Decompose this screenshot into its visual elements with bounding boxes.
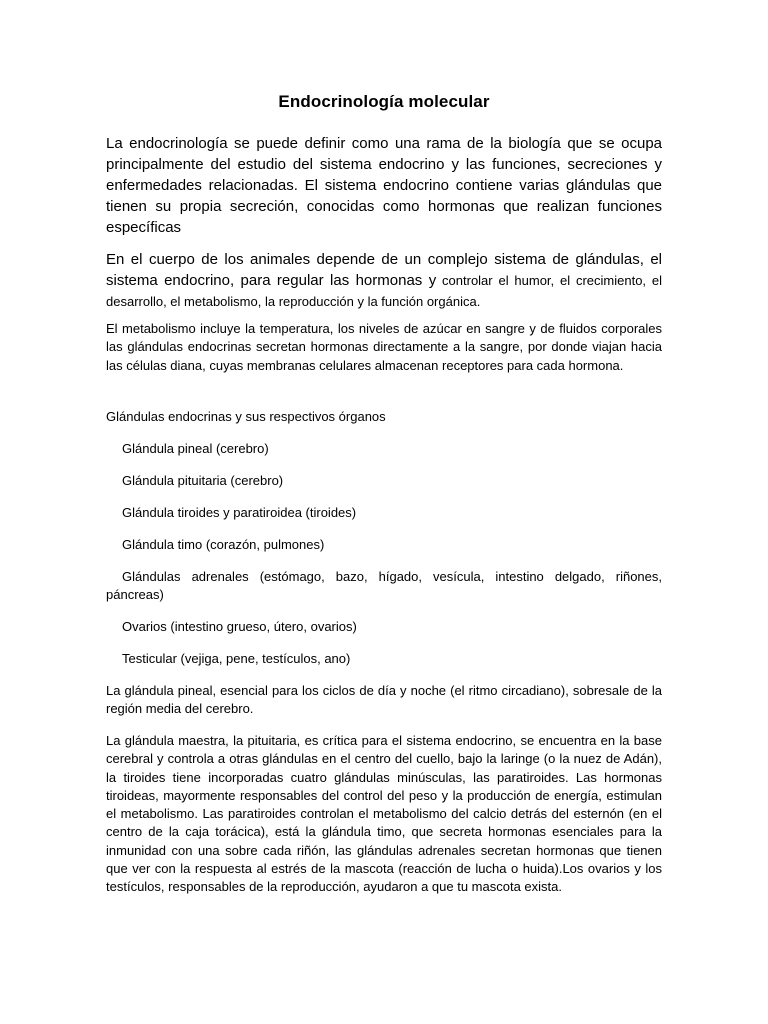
gland-list-item: Glándula pineal (cerebro) bbox=[122, 441, 269, 456]
gland-list-item: Testicular (vejiga, pene, testículos, ano) bbox=[122, 651, 351, 666]
paragraph-endocrine-system-part-a: En el cuerpo de los animales depende de un complejo sistema de glándulas, el sistema endocrino, para regular las hormonas y bbox=[106, 251, 662, 289]
paragraph-endocrine-system bbox=[106, 249, 662, 312]
paragraph-pineal: La glándula pineal, esencial para los ciclos de día y noche (el ritmo circadiano), sobresale de la región media del cerebro. bbox=[106, 683, 662, 717]
gland-list-item: Glándula pituitaria (cerebro) bbox=[122, 473, 284, 488]
paragraph-metabolism: El metabolismo incluye la temperatura, los niveles de azúcar en sangre y de fluidos corporales las glándulas endocrinas secretan hormonas directamente a la sangre, por donde viajan hacia las células diana, cuyas membranas celulares almacenan receptores para cada hormona. bbox=[106, 321, 662, 373]
gland-list-item: Glándula timo (corazón, pulmones) bbox=[122, 537, 325, 552]
paragraph-endocrine-system-part-b: controlar el humor, el crecimiento, el desarrollo, el metabolismo, la reproducción y la función orgánica. bbox=[106, 273, 662, 309]
paragraph-pituitary: La glándula maestra, la pituitaria, es crítica para el sistema endocrino, se encuentra en la base cerebral y controla a otras glándulas en el centro del cuello, bajo la laringe (o la nuez de Adán), la tiroides tiene incorporadas cuatro glándulas minúsculas, las paratiroides. Las hormonas tiroideas, mayormente responsables del control del peso y la producción de energía, estimulan el metabolismo. Las paratiroides controlan el metabolismo del calcio detrás del esternón (en el centro de la caja torácica), está la glándula timo, que secreta hormonas esenciales para la inmunidad con una sobre cada riñón, las glándulas adrenales secretan hormonas que tienen que ver con la respuesta al estrés de la mascota (reacción de lucha o huida).Los ovarios y los testículos, responsables de la reproducción, ayudaron a que tu mascota exista. bbox=[106, 733, 662, 895]
page-title: Endocrinología molecular bbox=[278, 92, 490, 111]
glands-heading: Glándulas endocrinas y sus respectivos órganos bbox=[106, 409, 386, 424]
gland-list-item: Ovarios (intestino grueso, útero, ovarios) bbox=[122, 619, 357, 634]
paragraph-intro: La endocrinología se puede definir como una rama de la biología que se ocupa principalmente del estudio del sistema endocrino y las funciones, secreciones y enfermedades relacionadas. El sistema endocrino contiene varias glándulas que tienen su propia secreción, conocidas como hormonas que realizan funciones específicas bbox=[106, 135, 662, 236]
gland-list-item: Glándula tiroides y paratiroidea (tiroides) bbox=[122, 505, 357, 520]
gland-list-item: Glándulas adrenales (estómago, bazo, hígado, vesícula, intestino delgado, riñones, páncreas) bbox=[106, 569, 662, 603]
